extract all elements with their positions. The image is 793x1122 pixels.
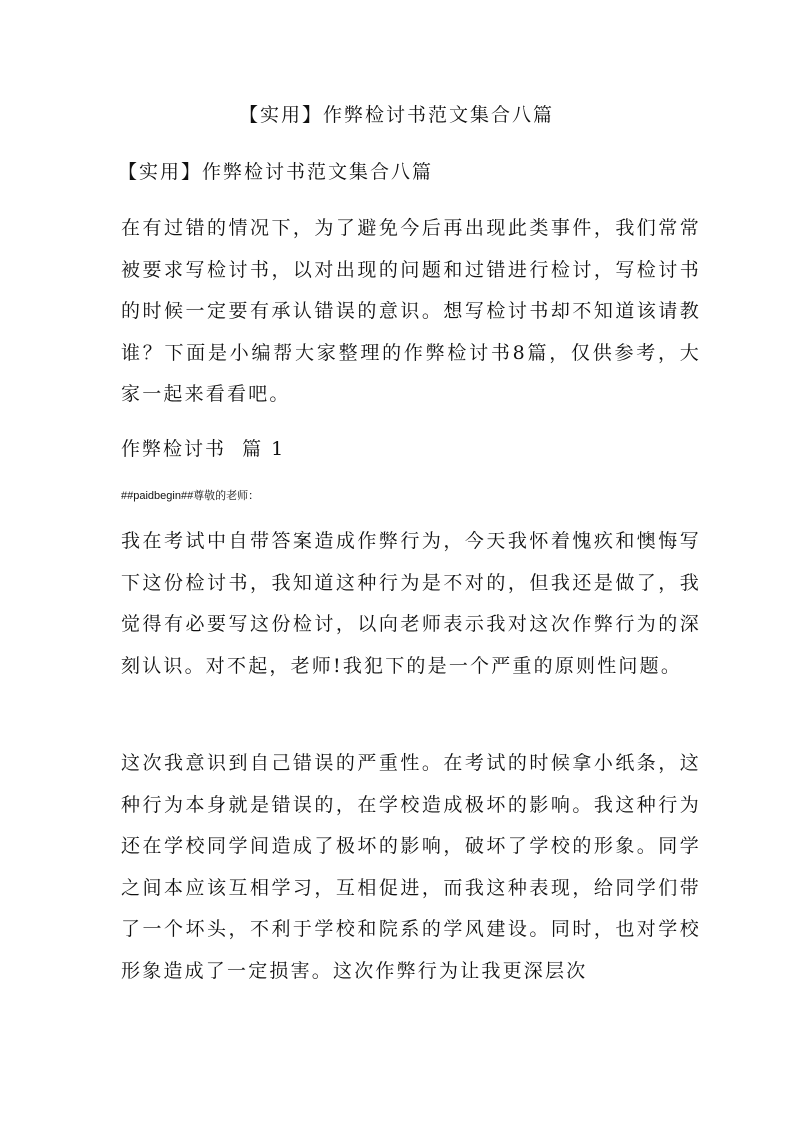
section-heading: 作弊检讨书 篇 1 [121,438,286,460]
body-paragraph: 我在考试中自带答案造成作弊行为，今天我怀着愧疚和懊悔写下这份检讨书，我知道这种行为是不对的，但我还是做了，我觉得有必要写这份检讨，以向老师表示我对这次作弊行为的深刻认识。对不起，老师!我犯下的是一个严重的原则性问题。 [121,530,701,677]
document-title: 【实用】作弊检讨书范文集合八篇 [238,104,554,126]
salutation: ##paidbegin##尊敬的老师： [121,490,260,502]
body-paragraph: 这次我意识到自己错误的严重性。在考试的时候拿小纸条，这种行为本身就是错误的，在学校造成极坏的影响。我这种行为还在学校同学间造成了极坏的影响，破坏了学校的形象。同学之间本应该互相学习，互相促进，而我这种表现，给同学们带了一个坏头，不利于学校和院系的学风建设。同时，也对学校形象造成了一定损害。这次作弊行为让我更深层次 [121,752,701,982]
intro-paragraph: 在有过错的情况下，为了避免今后再出现此类事件，我们常常被要求写检讨书，以对出现的问题和过错进行检讨，写检讨书的时候一定要有承认错误的意识。想写检讨书却不知道该请教谁？下面是小编帮大家整理的作弊检讨书8篇，仅供参考，大家一起来看看吧。 [121,217,701,406]
document-subtitle: 【实用】作弊检讨书范文集合八篇 [118,161,434,183]
